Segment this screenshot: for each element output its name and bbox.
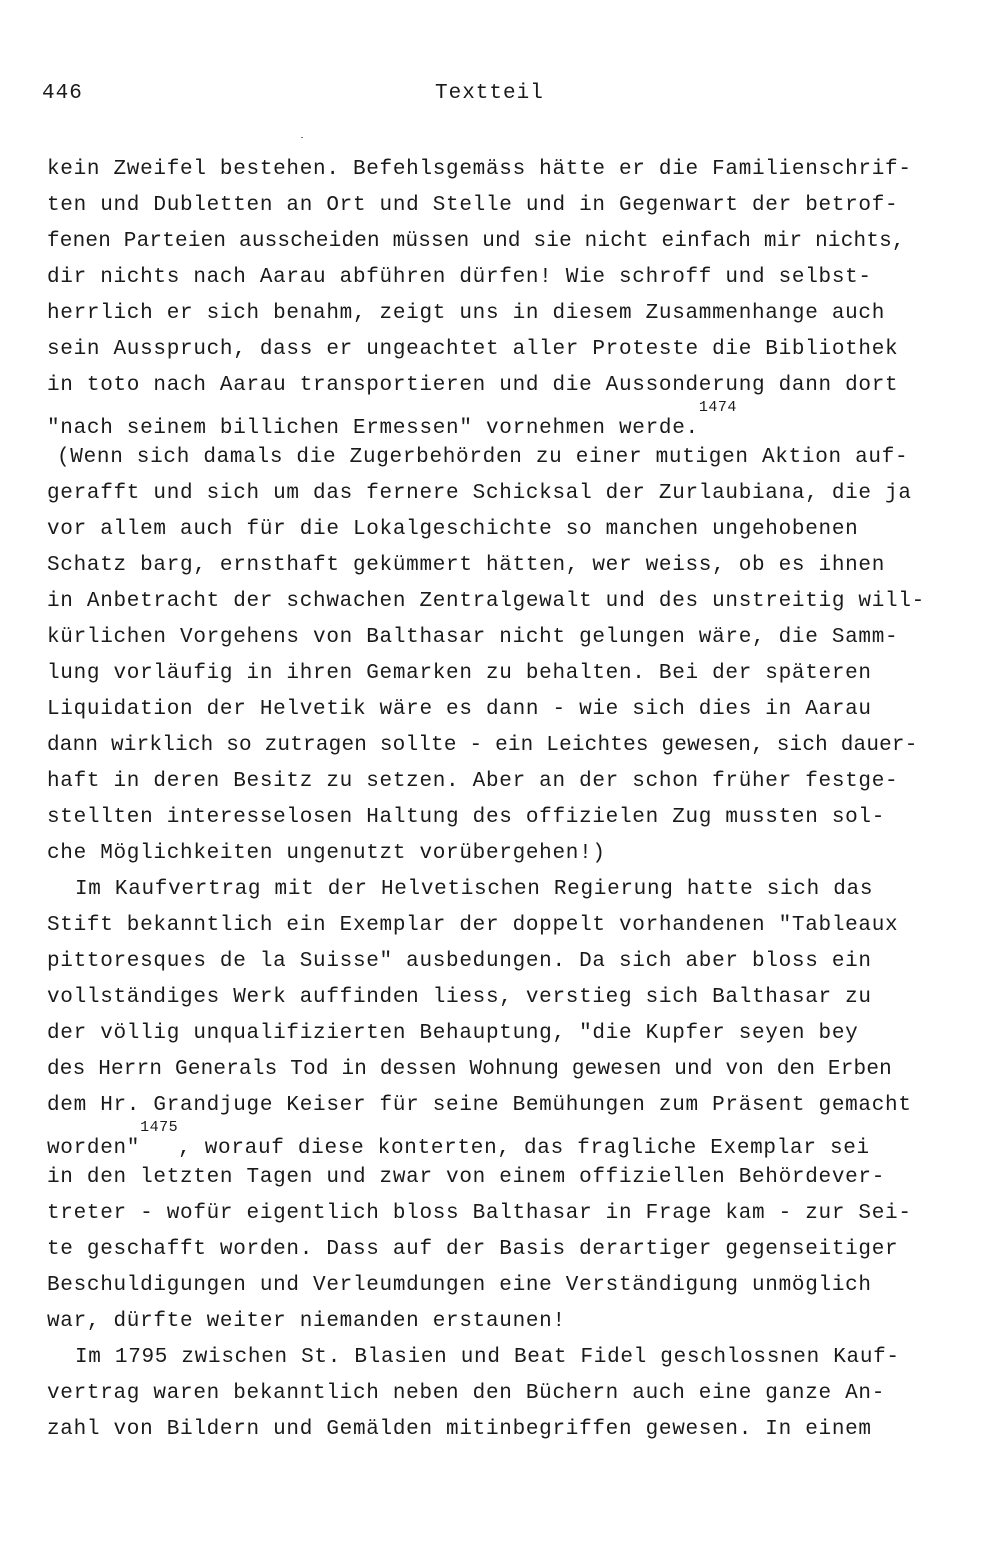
text-line: lung vorläufig in ihren Gemarken zu behalten. Bei der späteren	[47, 662, 872, 685]
text-line: Stift bekanntlich ein Exemplar der doppelt vorhandenen "Tableaux	[47, 914, 899, 937]
text-fragment: , worauf diese konterten, das fragliche Exemplar sei	[178, 1137, 870, 1160]
running-title: Textteil	[435, 82, 544, 105]
text-line: herrlich er sich benahm, zeigt uns in diesem Zusammenhange auch	[47, 302, 886, 325]
text-line: des Herrn Generals Tod in dessen Wohnung gewesen und von den Erben	[47, 1058, 892, 1081]
text-line: fenen Parteien ausscheiden müssen und sie nicht einfach mir nichts,	[47, 230, 905, 253]
footnote-marker: 1475	[140, 1119, 179, 1136]
footnote-marker: 1474	[698, 399, 737, 416]
body-text	[47, 152, 977, 1448]
text-line: in den letzten Tagen und zwar von einem offiziellen Behördever-	[47, 1166, 886, 1189]
text-line: stellten interesselosen Haltung des offizielen Zug mussten sol-	[47, 806, 886, 829]
text-line: haft in deren Besitz zu setzen. Aber an der schon früher festge-	[47, 770, 899, 793]
text-line: vertrag waren bekanntlich neben den Büchern auch eine ganze An-	[47, 1382, 886, 1405]
text-line-with-footnote	[47, 1119, 977, 1160]
text-line: te geschafft worden. Dass auf der Basis derartiger gegenseitiger	[47, 1238, 899, 1261]
text-line: dann wirklich so zutragen sollte - ein Leichtes gewesen, sich dauer-	[47, 734, 918, 757]
scan-speck	[301, 137, 303, 138]
text-line: Liquidation der Helvetik wäre es dann - wie sich dies in Aarau	[47, 698, 872, 721]
text-line: che Möglichkeiten ungenutzt vorübergehen!)	[47, 842, 606, 865]
text-line: vor allem auch für die Lokalgeschichte so manchen ungehobenen	[47, 518, 859, 541]
text-line: (Wenn sich damals die Zugerbehörden zu einer mutigen Aktion auf-	[57, 446, 909, 469]
text-line: in Anbetracht der schwachen Zentralgewalt und des unstreitig will-	[47, 590, 925, 613]
text-line: Im 1795 zwischen St. Blasien und Beat Fidel geschlossnen Kauf-	[75, 1346, 900, 1369]
text-line: vollständiges Werk auffinden liess, verstieg sich Balthasar zu	[47, 986, 872, 1009]
text-fragment: "nach seinem billichen Ermessen" vornehmen werde.	[47, 417, 699, 440]
text-fragment: worden"	[47, 1137, 141, 1160]
text-line: ten und Dubletten an Ort und Stelle und in Gegenwart der betrof-	[47, 194, 899, 217]
text-line: in toto nach Aarau transportieren und die Aussonderung dann dort	[47, 374, 899, 397]
text-line: kürlichen Vorgehens von Balthasar nicht gelungen wäre, die Samm-	[47, 626, 899, 649]
text-line: kein Zweifel bestehen. Befehlsgemäss hätte er die Familienschrif-	[47, 158, 912, 181]
text-line-with-footnote	[47, 399, 977, 440]
text-line: treter - wofür eigentlich bloss Balthasar in Frage kam - zur Sei-	[47, 1202, 912, 1225]
text-line: gerafft und sich um das fernere Schicksal der Zurlaubiana, die ja	[47, 482, 912, 505]
text-line: sein Ausspruch, dass er ungeachtet aller Proteste die Bibliothek	[47, 338, 899, 361]
text-line: zahl von Bildern und Gemälden mitinbegriffen gewesen. In einem	[47, 1418, 872, 1441]
text-line: Beschuldigungen und Verleumdungen eine Verständigung unmöglich	[47, 1274, 872, 1297]
text-line: pittoresques de la Suisse" ausbedungen. Da sich aber bloss ein	[47, 950, 872, 973]
text-line: der völlig unqualifizierten Behauptung, "die Kupfer seyen bey	[47, 1022, 859, 1045]
text-line: Im Kaufvertrag mit der Helvetischen Regierung hatte sich das	[75, 878, 874, 901]
page-number: 446	[42, 82, 83, 105]
text-line: dem Hr. Grandjuge Keiser für seine Bemühungen zum Präsent gemacht	[47, 1094, 912, 1117]
text-line: war, dürfte weiter niemanden erstaunen!	[47, 1310, 566, 1333]
text-line: Schatz barg, ernsthaft gekümmert hätten, wer weiss, ob es ihnen	[47, 554, 886, 577]
text-line: dir nichts nach Aarau abführen dürfen! Wie schroff und selbst-	[47, 266, 872, 289]
page-header	[0, 82, 1000, 110]
